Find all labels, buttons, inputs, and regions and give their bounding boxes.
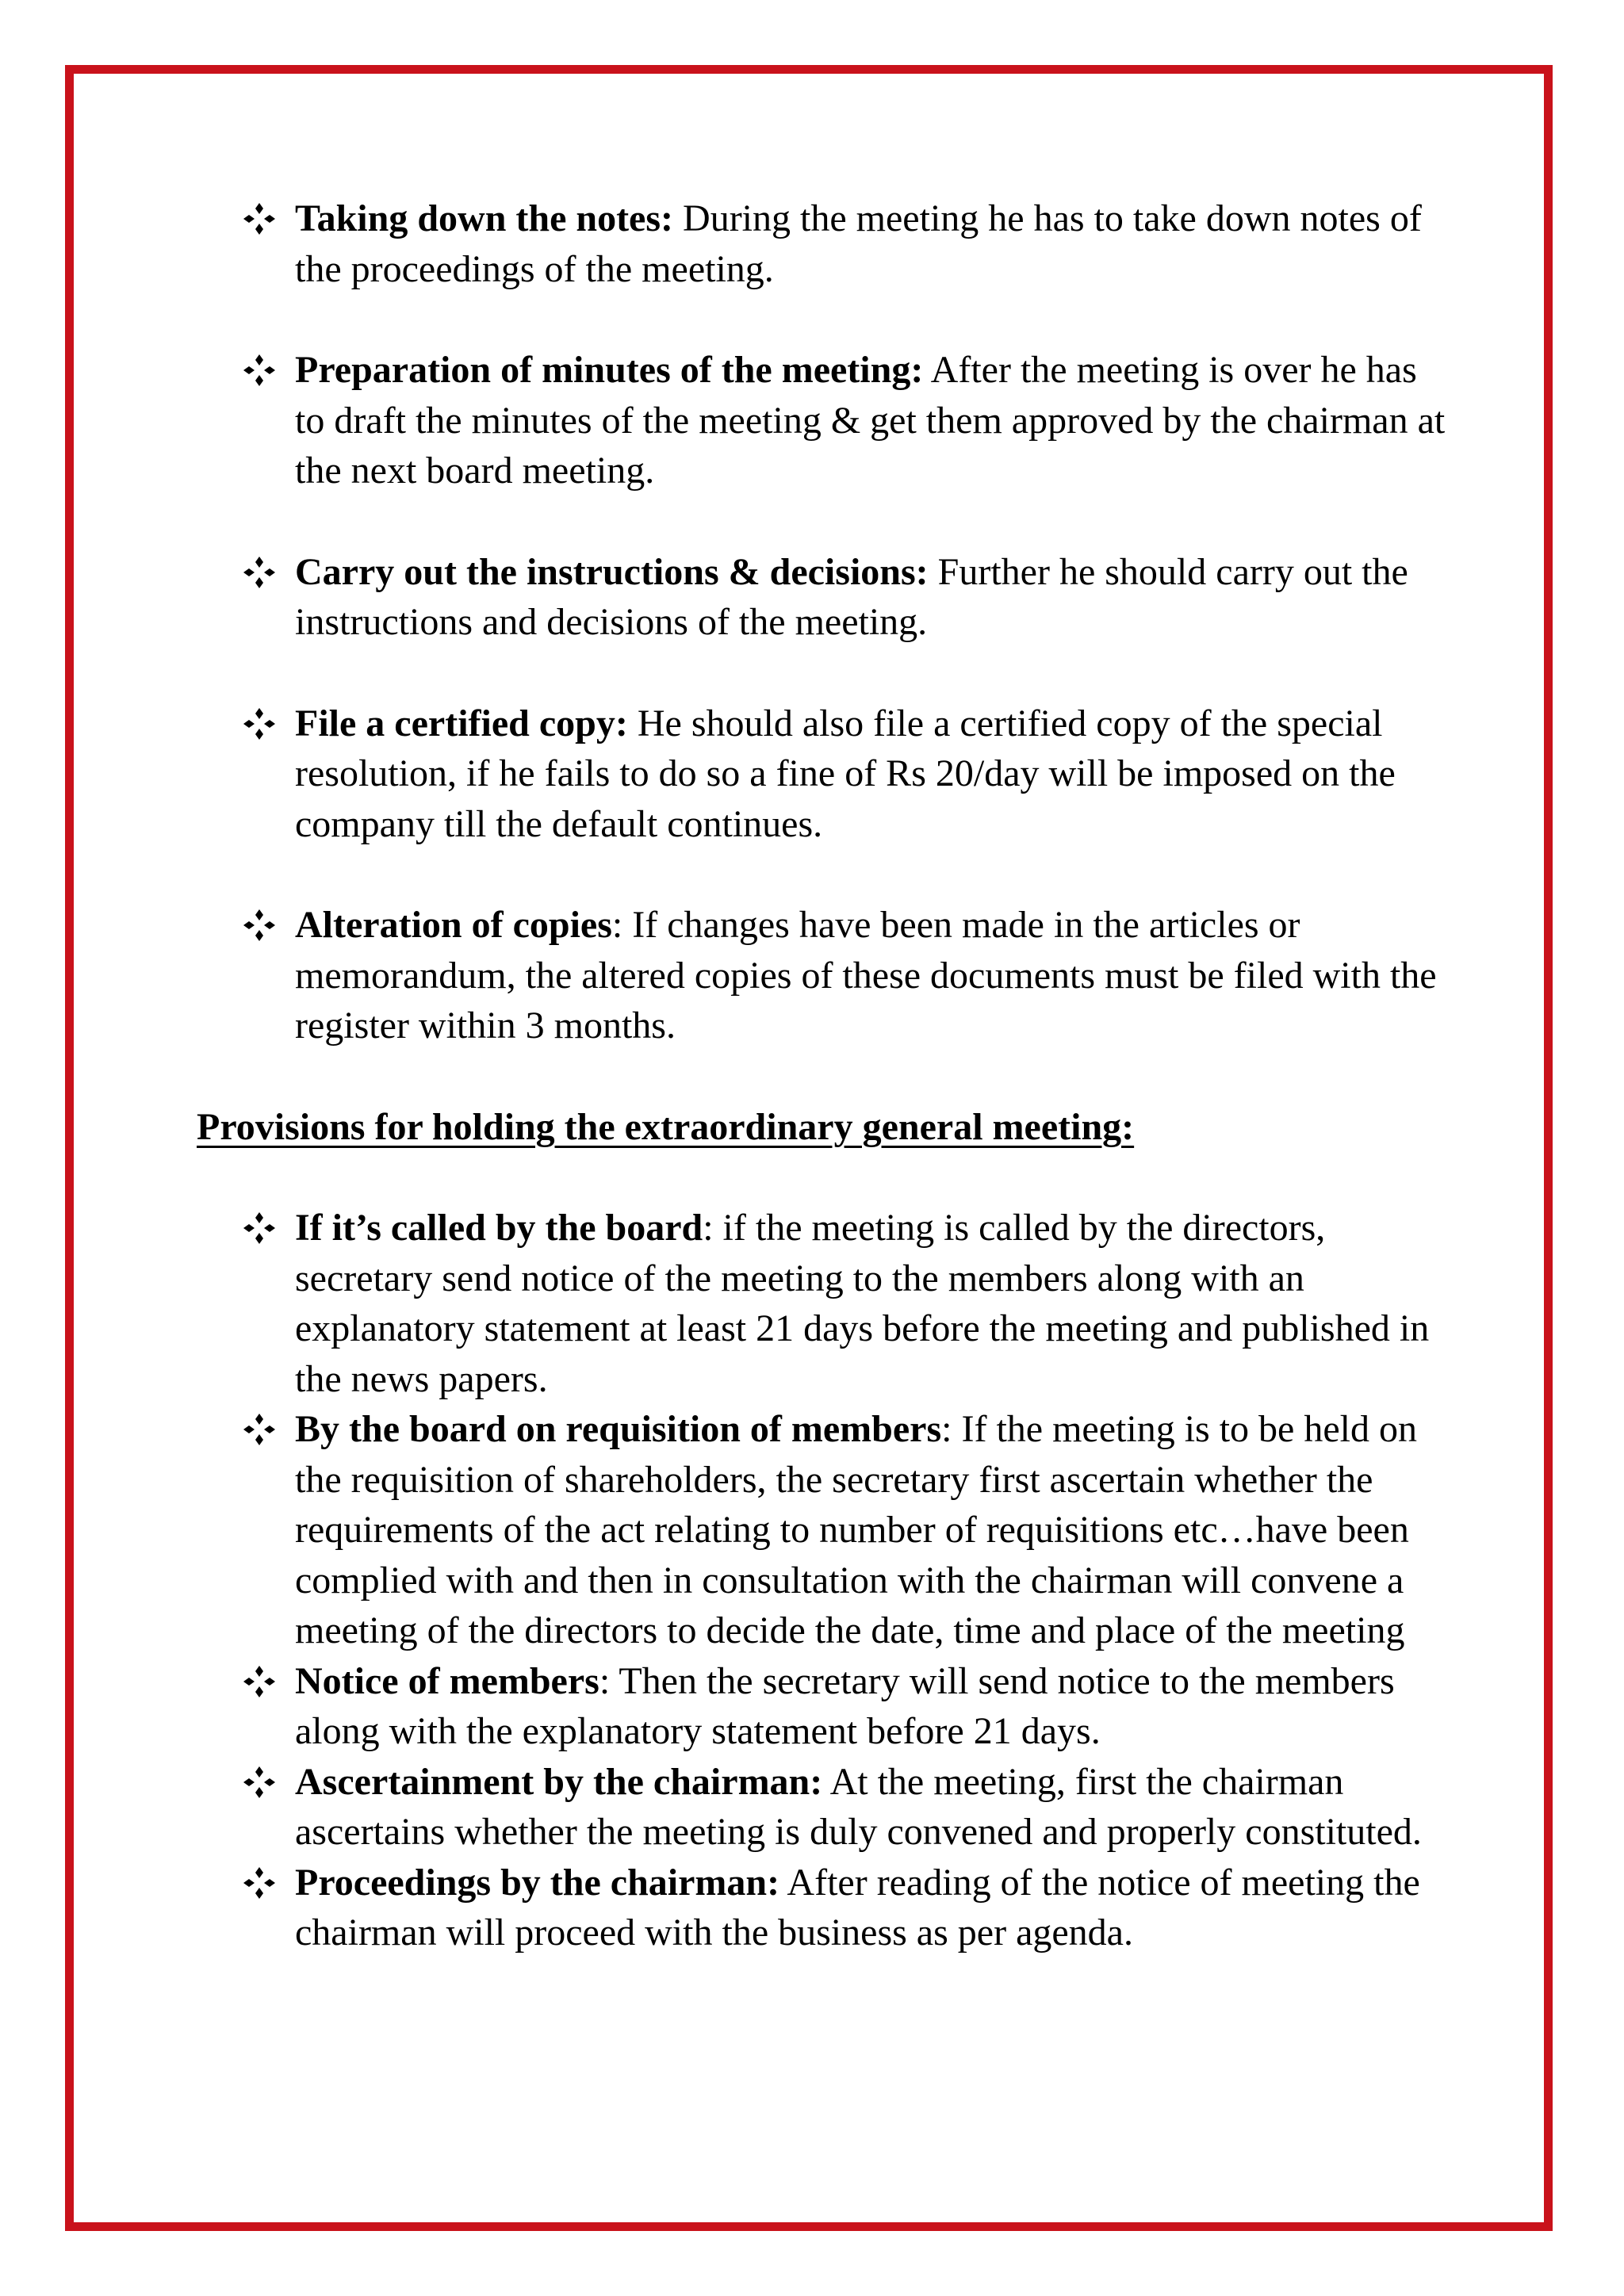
item-term: If it’s called by the board xyxy=(295,1207,703,1249)
list-item xyxy=(197,193,1450,294)
item-text: After the meeting is over he has to draft the minutes of the meeting & get them approved by the chairman at the next board meeting. xyxy=(295,349,1446,492)
item-text: : Then the secretary will send notice to the members along with the explanatory statement before 21 days. xyxy=(295,1659,1395,1752)
item-term: Carry out the instructions & decisions: xyxy=(295,550,929,593)
item-text: He should also file a certified copy of the special resolution, if he fails to do so a fine of Rs 20/day will be imposed on the company till the default continues. xyxy=(295,702,1396,845)
list-item xyxy=(197,1203,1450,1404)
list-item xyxy=(197,1858,1450,1958)
four-diamond-bullet-icon xyxy=(243,354,276,387)
four-diamond-bullet-icon xyxy=(243,1766,276,1799)
list-item xyxy=(197,345,1450,496)
four-diamond-bullet-icon xyxy=(243,1866,276,1900)
four-diamond-bullet-icon xyxy=(243,1665,276,1698)
four-diamond-bullet-icon xyxy=(243,202,276,235)
item-term: Proceedings by the chairman: xyxy=(295,1861,780,1904)
list-item xyxy=(197,1656,1450,1757)
item-text: After reading of the notice of meeting the chairman will proceed with the business as per agenda. xyxy=(295,1861,1420,1954)
document-body xyxy=(197,193,1450,1958)
list-item xyxy=(197,698,1450,850)
provisions-list xyxy=(197,1203,1450,1958)
item-term: Taking down the notes: xyxy=(295,197,674,239)
item-text: Further he should carry out the instructions and decisions of the meeting. xyxy=(295,550,1408,643)
list-item xyxy=(197,900,1450,1051)
item-text: : If the meeting is to be held on the requisition of shareholders, the secretary first ascertain whether the requirements of the act relating to number of requisitions etc…have been complied with and then in consultation with the chairman will convene a meeting of the directors to decide the date, time and place of the meeting xyxy=(295,1408,1417,1651)
item-term: Notice of members xyxy=(295,1659,599,1702)
item-term: File a certified copy: xyxy=(295,702,628,744)
item-text: : If changes have been made in the articles or memorandum, the altered copies of these documents must be filed with the register within 3 months. xyxy=(295,904,1437,1047)
list-item xyxy=(197,1404,1450,1656)
item-term: By the board on requisition of members xyxy=(295,1408,942,1450)
four-diamond-bullet-icon xyxy=(243,909,276,942)
item-term: Ascertainment by the chairman: xyxy=(295,1760,823,1803)
four-diamond-bullet-icon xyxy=(243,707,276,740)
item-text: At the meeting, first the chairman ascertains whether the meeting is duly convened and properly constituted. xyxy=(295,1760,1422,1853)
item-term: Preparation of minutes of the meeting: xyxy=(295,349,924,391)
four-diamond-bullet-icon xyxy=(243,1413,276,1446)
four-diamond-bullet-icon xyxy=(243,1211,276,1245)
section-heading: Provisions for holding the extraordinary general meeting: xyxy=(197,1105,1135,1148)
item-term: Alteration of copies xyxy=(295,904,612,946)
item-text: During the meeting he has to take down notes of the proceedings of the meeting. xyxy=(295,197,1422,290)
four-diamond-bullet-icon xyxy=(243,556,276,589)
list-item xyxy=(197,1757,1450,1858)
duties-list xyxy=(197,193,1450,1051)
item-text: : if the meeting is called by the directors, secretary send notice of the meeting to the members along with an explanatory statement at least 21 days before the meeting and published in the news papers. xyxy=(295,1207,1430,1400)
list-item xyxy=(197,547,1450,648)
